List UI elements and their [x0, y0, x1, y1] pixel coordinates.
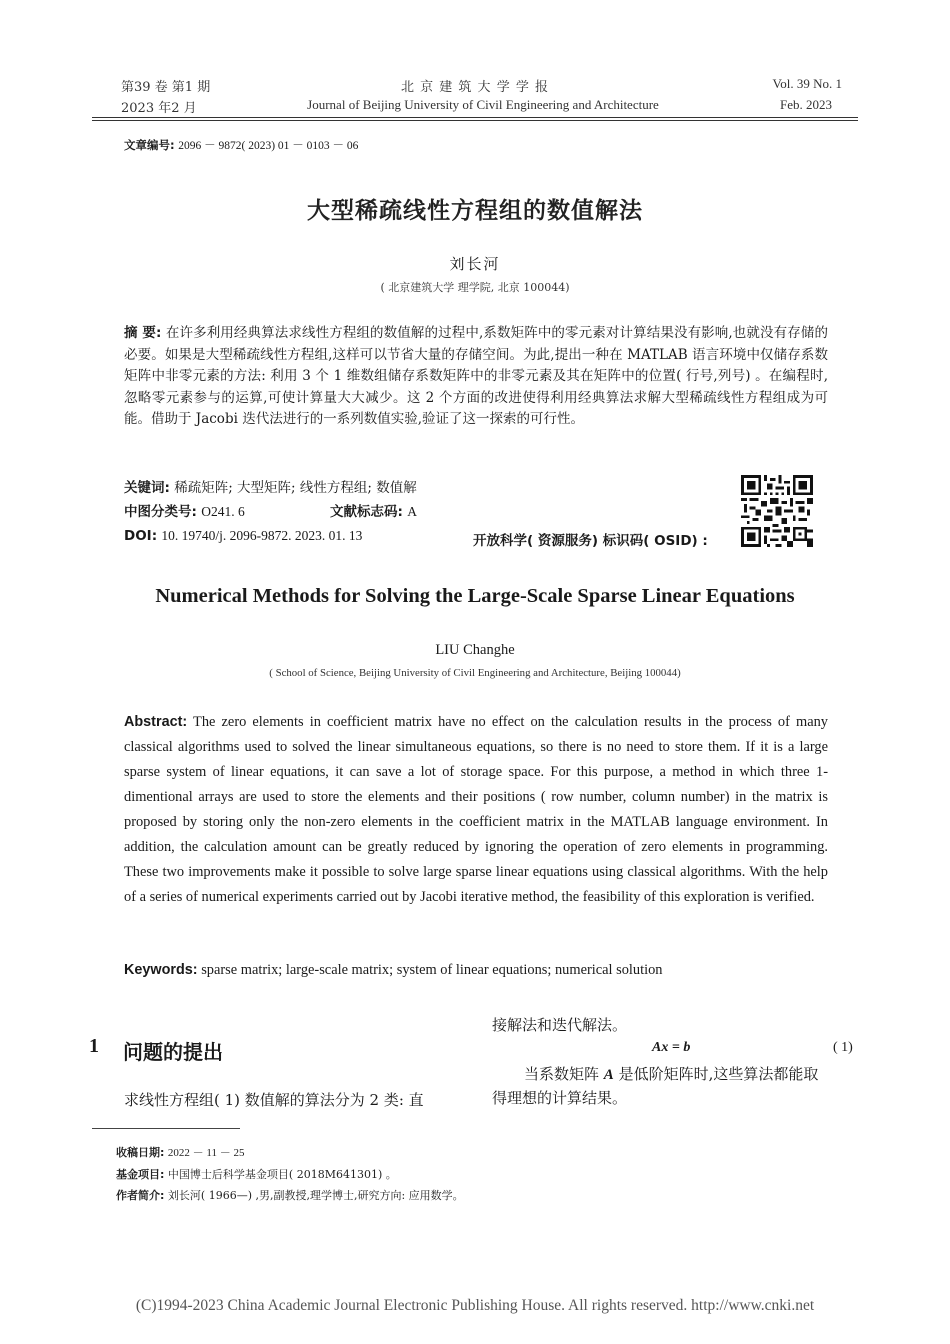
- document-code: [330, 500, 417, 520]
- keywords-en-value: sparse matrix; large-scale matrix; system of linear equations; numerical solution: [201, 962, 663, 978]
- doi-label: DOI:: [124, 528, 158, 544]
- article-number: [124, 137, 358, 153]
- header-rule-top: [92, 117, 858, 118]
- footnote-author: [116, 1187, 464, 1203]
- keywords-cn: [124, 476, 417, 496]
- equation: Ax = b: [652, 1040, 691, 1055]
- doi: [124, 528, 362, 544]
- qr-code-icon[interactable]: [741, 475, 813, 547]
- keywords-cn-value: 稀疏矩阵; 大型矩阵; 线性方程组; 数值解: [174, 480, 417, 496]
- equation-number: ( 1): [833, 1040, 853, 1055]
- keywords-en-label: Keywords:: [124, 962, 198, 978]
- document-code-value: A: [407, 504, 417, 519]
- article-number-label: 文章编号:: [124, 138, 175, 152]
- clc-number: [124, 500, 245, 520]
- section-left-text: 求线性方程组( 1) 数值解的算法分为 2 类: 直: [124, 1091, 424, 1109]
- footnote-received-label: 收稿日期:: [116, 1146, 165, 1159]
- abstract-cn-text: 在许多利用经典算法求线性方程组的数值解的过程中,系数矩阵中的零元素对计算结果没有影响,也就没有存储的必要。如果是大型稀疏线性方程组,这样可以节省大量的存储空间。为此,提出一种在 MATLAB 语言环境中仅储存系数矩阵中非零元素的方法: 利用 3 个 1 维数组储存系数矩阵中的非零元素及其在矩阵中的位置( 行号,列号) 。在编程时,忽略零元素参与的运算,可使计算量大大减少。这 2 个方面的改进使得利用经典算法求解大型稀疏线性方程组成为可能。借助于 Jacobi 迭代法进行的一系列数值实验,验证了这一探索的可行性。: [124, 325, 828, 428]
- footnote-author-label: 作者简介:: [116, 1189, 165, 1202]
- footnote-fund: [116, 1166, 397, 1182]
- abstract-cn: [124, 323, 828, 431]
- footnote-received: [116, 1144, 245, 1160]
- section-right-text-line3: 得理想的计算结果。: [492, 1089, 628, 1107]
- abstract-cn-label: 摘 要:: [124, 325, 162, 341]
- header-date: 2023 年2 月: [121, 101, 197, 116]
- matrix-symbol: A: [603, 1067, 614, 1083]
- section-right-text-line2-pre: 当系数矩阵: [524, 1065, 600, 1083]
- keywords-cn-label: 关键词:: [124, 480, 170, 496]
- header-volume-issue: 第39 卷 第1 期: [121, 80, 211, 95]
- section-right-text-line2: [524, 1063, 818, 1084]
- footnote-received-value: 2022 － 11 － 25: [167, 1147, 245, 1159]
- section-right-text-line2-post: 是低阶矩阵时,这些算法都能取: [618, 1065, 819, 1083]
- clc-label: 中图分类号:: [124, 504, 197, 520]
- footnote-fund-label: 基金项目:: [116, 1168, 165, 1181]
- header-journal-cn: 北 京 建 筑 大 学 学 报: [401, 80, 549, 95]
- author-cn: 刘长河: [449, 255, 501, 273]
- keywords-en: [124, 962, 663, 979]
- header-month-year: Feb. 2023: [780, 97, 832, 112]
- section-title: 问题的提出: [123, 1040, 223, 1064]
- header-vol-no: Vol. 39 No. 1: [772, 76, 842, 91]
- footnote-author-value: 刘长河( 1966—) ,男,副教授,理学博士,研究方向: 应用数学。: [167, 1189, 464, 1202]
- document-code-label: 文献标志码:: [330, 504, 403, 520]
- abstract-en-text: The zero elements in coefficient matrix have no effect on the calculation results in the process of many classical algorithms used to solved the linear simultaneous equations, so there is no need to store them. If it is a large sparse system of linear equations, it can save a lot of storage space. For this purpose, a method in which three 1-dimentional arrays are used to store the elements and their positions ( row number, column number) in the matrix is proposed by storing only the non-zero elements in the coefficient matrix in the MATLAB language environment. In addition, the calculation amount can be greatly reduced by ignoring the operation of zero elements in programming. These two improvements make it possible to solve large sparse linear equations using classical algorithms. With the help of a series of numerical experiments carried out by Jacobi iterative method, the feasibility of this exploration is verified.: [124, 714, 829, 905]
- abstract-en: [124, 710, 828, 910]
- affiliation-en: ( School of Science, Beijing University of Civil Engineering and Architecture, Beijing 100044): [269, 667, 681, 679]
- section-right-text-line1: 接解法和迭代解法。: [492, 1016, 628, 1034]
- copyright-notice: (C)1994-2023 China Academic Journal Electronic Publishing House. All rights reserved. http://www.cnki.net: [135, 1297, 815, 1314]
- osid-label: 开放科学( 资源服务) 标识码( OSID) :: [473, 533, 708, 549]
- abstract-en-label: Abstract:: [124, 714, 188, 730]
- doi-value: 10. 19740/j. 2096-9872. 2023. 01. 13: [161, 528, 363, 543]
- article-number-value: 2096 － 9872( 2023) 01 － 0103 － 06: [178, 140, 359, 152]
- header-journal-en: Journal of Beijing University of Civil Engineering and Architecture: [307, 97, 659, 112]
- affiliation-cn: ( 北京建筑大学 理学院, 北京 100044): [380, 281, 570, 294]
- paper-title-en: Numerical Methods for Solving the Large-Scale Sparse Linear Equations: [155, 585, 795, 607]
- author-en: LIU Changhe: [435, 642, 515, 658]
- clc-value: O241. 6: [201, 504, 245, 519]
- footnote-fund-value: 中国博士后科学基金项目( 2018M641301) 。: [167, 1168, 397, 1181]
- footnote-rule: [92, 1128, 240, 1129]
- header-rule-bottom: [92, 120, 858, 121]
- section-number: 1: [89, 1035, 99, 1057]
- paper-title-cn: 大型稀疏线性方程组的数值解法: [307, 198, 643, 224]
